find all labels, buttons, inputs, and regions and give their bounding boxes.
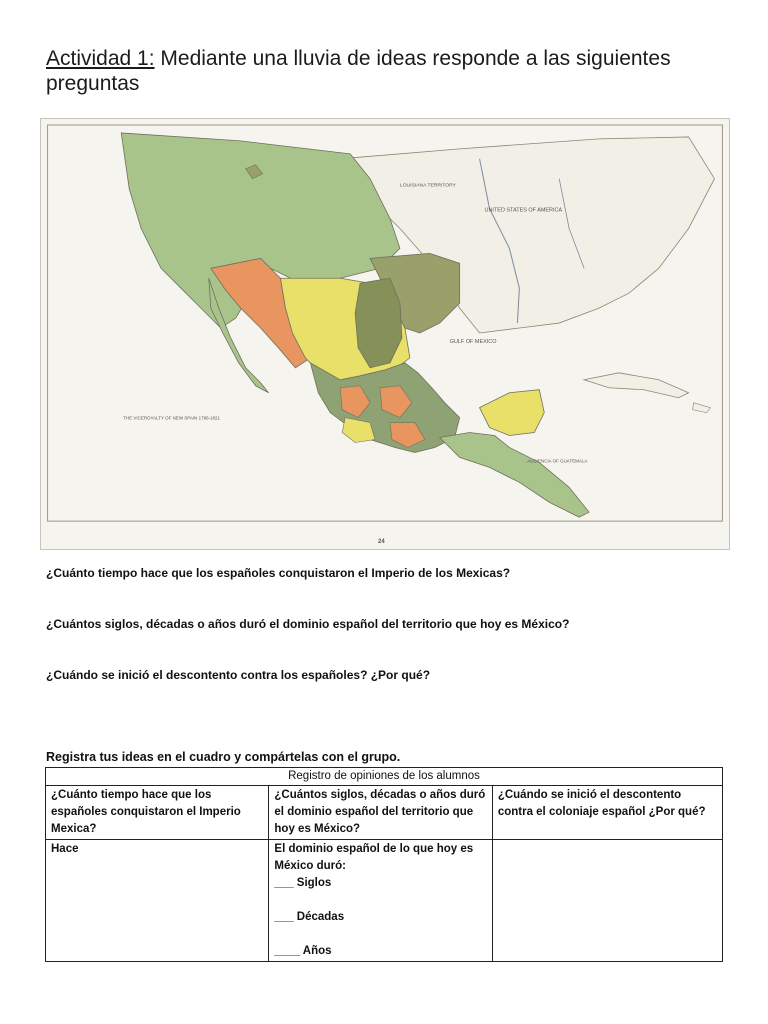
map-label-gulf: GULF OF MEXICO (449, 338, 497, 345)
activity-title (46, 46, 726, 96)
historical-map (40, 118, 730, 550)
map-label-usa: UNITED STATES OF AMERICA (484, 207, 563, 214)
map-label-guatemala: AUDIENCIA OF GUATEMALA (527, 458, 588, 464)
map-label-viceroyalty: THE VICEROYALTY OF NEW SPAIN 1786-1821 (123, 415, 220, 421)
answer-2-intro: El dominio español de lo que hoy es México duró: (274, 843, 474, 872)
question-3: ¿Cuándo se inició el descontento contra los españoles? ¿Por qué? (46, 668, 431, 682)
table-header-3: ¿Cuándo se inició el descontento contra el coloniaje español ¿Por qué? (492, 786, 722, 840)
answer-1-prefix: Hace (51, 843, 79, 855)
answer-2-siglos: ___ Siglos (274, 877, 332, 889)
activity-number: Actividad 1: (46, 47, 155, 70)
table-caption: Registro de opiniones de los alumnos (46, 768, 723, 786)
answer-cell-1[interactable] (46, 840, 269, 962)
answer-cell-3[interactable] (492, 840, 722, 962)
map-label-louisiana: LOUISIANA TERRITORY (399, 183, 456, 189)
question-1: ¿Cuánto tiempo hace que los españoles conquistaron el Imperio de los Mexicas? (46, 566, 511, 580)
question-2: ¿Cuántos siglos, décadas o años duró el dominio español del territorio que hoy es México? (46, 617, 570, 631)
answer-cell-2[interactable] (269, 840, 492, 962)
map-page-number: 24 (378, 539, 385, 546)
answer-2-anos: ____ Años (274, 945, 332, 957)
map-svg (41, 119, 729, 549)
table-header-2: ¿Cuántos siglos, décadas o años duró el dominio español del territorio que hoy es México? (269, 786, 492, 840)
table-header-1: ¿Cuánto tiempo hace que los españoles conquistaron el Imperio Mexica? (46, 786, 269, 840)
register-instruction: Registra tus ideas en el cuadro y compártelas con el grupo. (46, 750, 401, 764)
answer-2-decadas: ___ Décadas (274, 911, 345, 923)
activity-instruction: Mediante una lluvia de ideas responde a las siguientes preguntas (46, 47, 671, 95)
opinions-table (45, 767, 723, 962)
